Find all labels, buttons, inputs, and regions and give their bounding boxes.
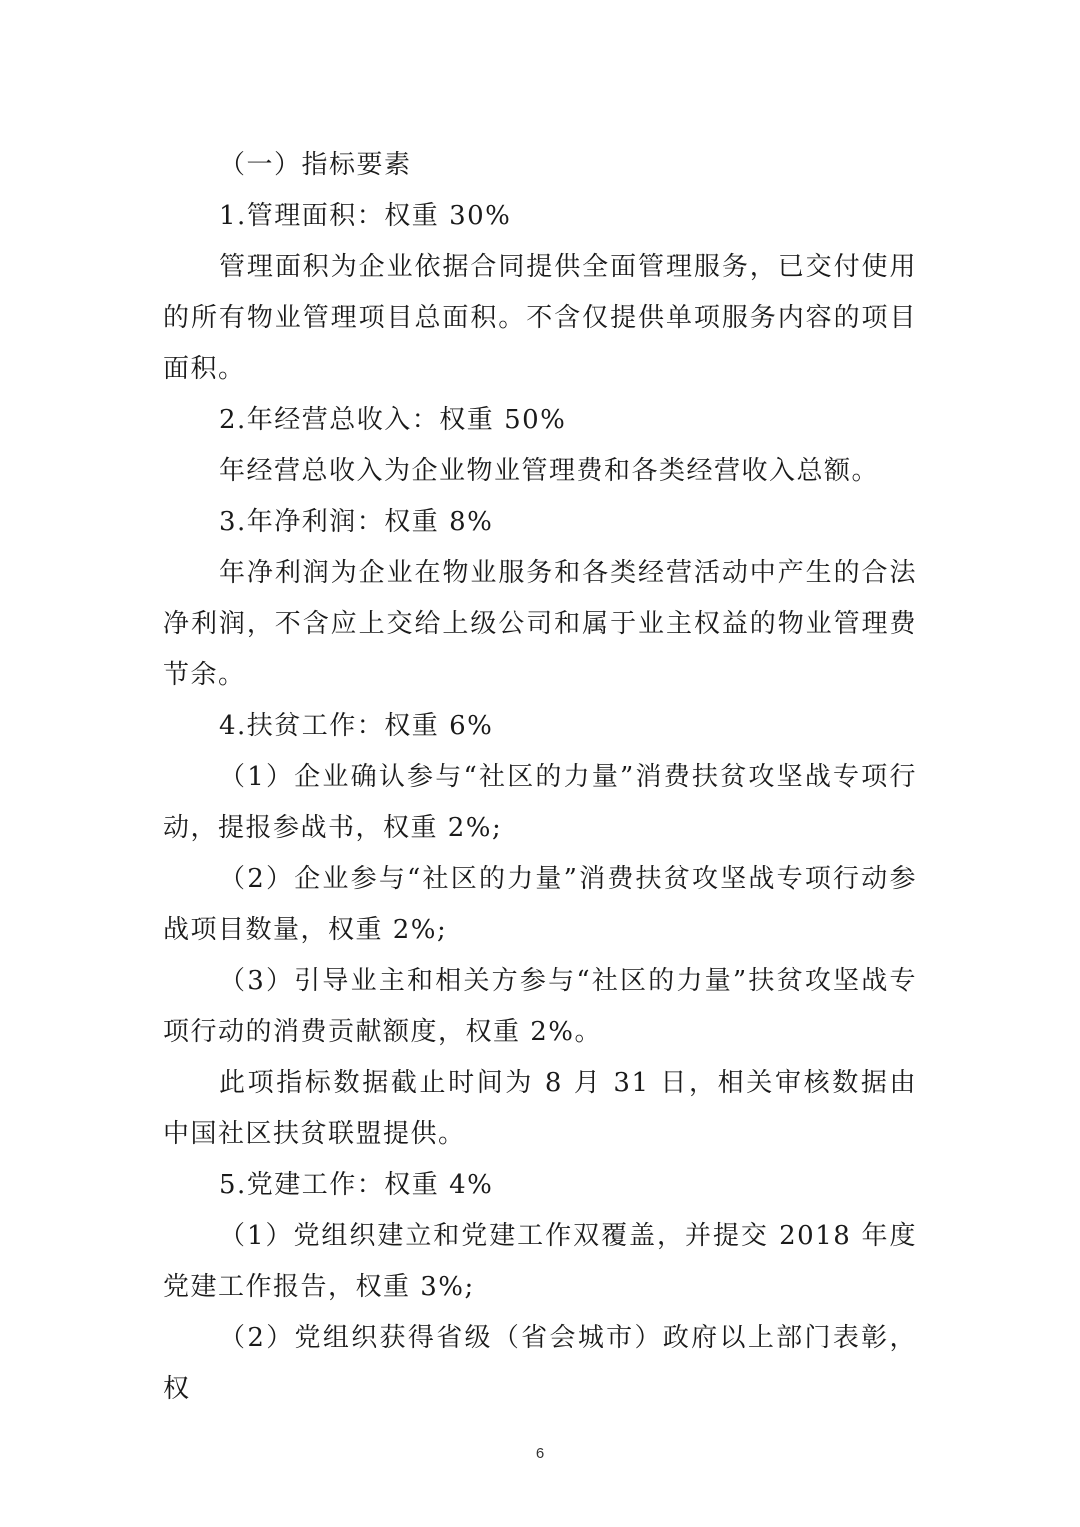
paragraph: 此项指标数据截止时间为 8 月 31 日，相关审核数据由中国社区扶贫联盟提供。 (163, 1068, 917, 1149)
document-body (163, 140, 917, 1415)
paragraph: 年经营总收入为企业物业管理费和各类经营收入总额。 (219, 456, 880, 486)
sub-item: （3）引导业主和相关方参与“社区的力量”扶贫攻坚战专项行动的消费贡献额度，权重 2%。 (163, 966, 917, 1047)
item-heading-annual-revenue: 2.年经营总收入：权重 50% (219, 405, 567, 435)
item-heading-management-area: 1.管理面积：权重 30% (219, 201, 512, 231)
item-heading-net-profit: 3.年净利润：权重 8% (219, 507, 494, 537)
sub-item: （1）党组织建立和党建工作双覆盖，并提交 2018 年度党建工作报告，权重 3%; (163, 1221, 917, 1302)
page-number: 6 (535, 1445, 545, 1462)
sub-item: （2）党组织获得省级（省会城市）政府以上部门表彰，权 (163, 1323, 917, 1404)
section-heading: （一）指标要素 (219, 150, 412, 180)
paragraph: 年净利润为企业在物业服务和各类经营活动中产生的合法净利润，不含应上交给上级公司和属于业主权益的物业管理费节余。 (163, 558, 917, 690)
sub-item: （2）企业参与“社区的力量”消费扶贫攻坚战专项行动参战项目数量，权重 2%; (163, 864, 917, 945)
item-heading-poverty-alleviation: 4.扶贫工作：权重 6% (219, 711, 494, 741)
paragraph: 管理面积为企业依据合同提供全面管理服务，已交付使用的所有物业管理项目总面积。不含仅提供单项服务内容的项目面积。 (163, 252, 917, 384)
sub-item: （1）企业确认参与“社区的力量”消费扶贫攻坚战专项行动，提报参战书，权重 2%; (163, 762, 917, 843)
item-heading-party-building: 5.党建工作：权重 4% (219, 1170, 494, 1200)
